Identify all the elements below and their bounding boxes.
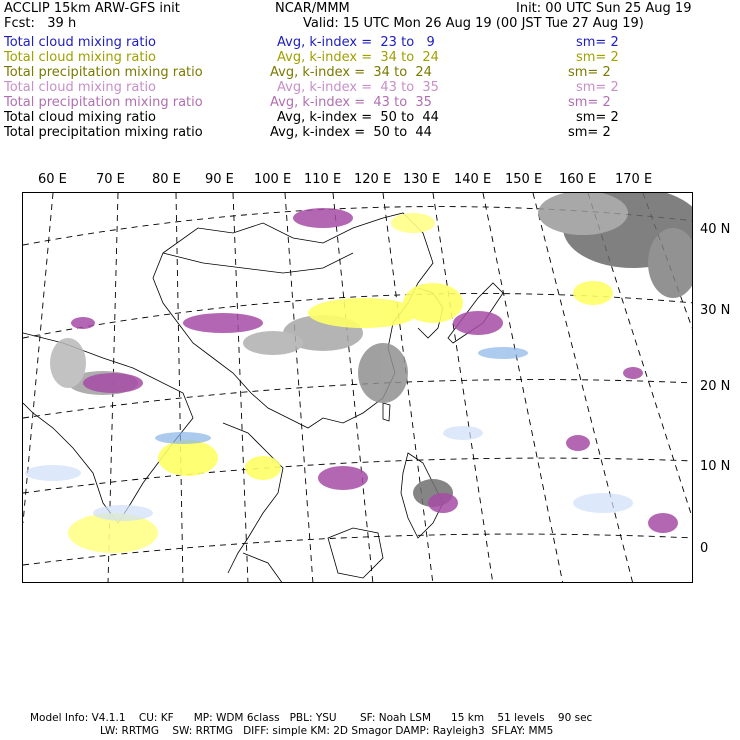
lon-label: 70 E xyxy=(96,172,125,187)
init-time: Init: 00 UTC Sun 25 Aug 19 xyxy=(516,1,692,16)
legend-sm: sm= 2 xyxy=(576,80,619,95)
india-outline xyxy=(23,333,193,523)
lon-label: 140 E xyxy=(454,172,492,187)
legend-field: Total cloud mixing ratio xyxy=(4,80,157,95)
map-canvas xyxy=(23,193,693,583)
indochina-outline xyxy=(223,423,283,573)
legend-sm: sm= 2 xyxy=(568,125,611,140)
lat-label: 40 N xyxy=(700,222,731,237)
valid-time: Valid: 15 UTC Mon 26 Aug 19 (00 JST Tue 27 Aug 19) xyxy=(303,16,644,31)
model-info-line2: LW: RRTMG SW: RRTMG DIFF: simple KM: 2D Smagor DAMP: Rayleigh3 SFLAY: MM5 xyxy=(100,725,554,737)
legend-avg: Avg, k-index = 43 to 35 xyxy=(277,80,439,95)
lon-label: 110 E xyxy=(304,172,342,187)
lon-label: 100 E xyxy=(254,172,292,187)
lat-label: 10 N xyxy=(700,459,731,474)
legend-sm: sm= 2 xyxy=(568,95,611,110)
meridian-line xyxy=(176,193,183,583)
borneo-outline xyxy=(328,528,383,578)
lon-label: 60 E xyxy=(38,172,67,187)
grey-cloud-field xyxy=(50,193,693,507)
legend-field: Total cloud mixing ratio xyxy=(4,35,157,50)
lon-label: 170 E xyxy=(615,172,653,187)
legend-field: Total cloud mixing ratio xyxy=(4,110,157,125)
legend-sm: sm= 2 xyxy=(568,65,611,80)
map-panel xyxy=(22,192,693,583)
lat-label: 0 xyxy=(700,541,709,556)
legend-sm: sm= 2 xyxy=(576,35,619,50)
meridian-line xyxy=(483,193,563,583)
legend-avg: Avg, k-index = 23 to 9 xyxy=(277,35,435,50)
legend-field: Total cloud mixing ratio xyxy=(4,50,157,65)
legend-field: Total precipitation mixing ratio xyxy=(4,125,203,140)
lon-label: 160 E xyxy=(559,172,597,187)
lon-label: 150 E xyxy=(505,172,543,187)
lon-label: 130 E xyxy=(403,172,441,187)
taiwan-outline xyxy=(383,403,390,421)
legend-field: Total precipitation mixing ratio xyxy=(4,65,203,80)
lat-label: 20 N xyxy=(700,379,731,394)
lon-label: 120 E xyxy=(354,172,392,187)
organization: NCAR/MMM xyxy=(275,1,350,16)
lon-label: 90 E xyxy=(205,172,234,187)
forecast-hour: Fcst: 39 h xyxy=(4,16,77,31)
legend-sm: sm= 2 xyxy=(576,50,619,65)
model-title: ACCLIP 15km ARW-GFS init xyxy=(4,1,180,16)
legend-avg: Avg, k-index = 50 to 44 xyxy=(270,125,432,140)
legend-avg: Avg, k-index = 50 to 44 xyxy=(277,110,439,125)
lon-label: 80 E xyxy=(152,172,181,187)
meridian-line xyxy=(433,193,493,583)
legend-sm: sm= 2 xyxy=(576,110,619,125)
model-info-line1: Model Info: V4.1.1 CU: KF MP: WDM 6class PBL: YSU SF: Noah LSM 15 km 51 levels 90 sec xyxy=(30,712,593,724)
legend-avg: Avg, k-index = 43 to 35 xyxy=(270,95,432,110)
mongolia-border xyxy=(163,253,353,273)
legend-field: Total precipitation mixing ratio xyxy=(4,95,203,110)
legend-avg: Avg, k-index = 34 to 24 xyxy=(270,65,432,80)
meridian-line xyxy=(233,193,248,583)
lat-label: 30 N xyxy=(700,303,731,318)
sumatra-outline xyxy=(243,553,283,583)
legend-avg: Avg, k-index = 34 to 24 xyxy=(277,50,439,65)
